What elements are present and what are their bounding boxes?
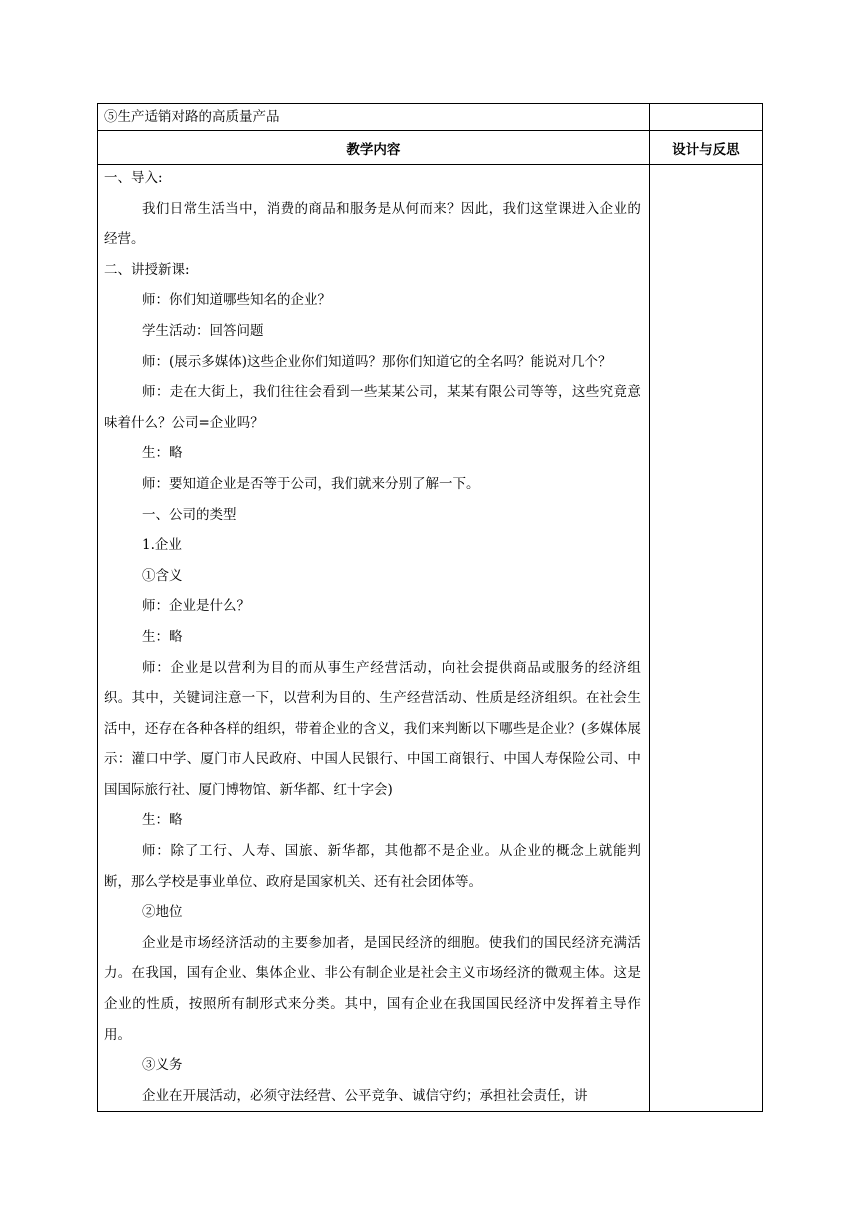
top-cell: [98, 104, 650, 131]
subsection-heading: ①含义: [142, 567, 183, 584]
header-row: [98, 131, 763, 165]
top-side-cell: [649, 104, 762, 131]
table-row: [98, 104, 763, 131]
subsection-heading: 1.企业: [142, 537, 182, 554]
subsection-heading: 一、公司的类型: [142, 506, 237, 523]
paragraph: 师：(展示多媒体)这些企业你们知道吗？那你们知道它的全名吗？能说对几个？: [142, 353, 612, 370]
subsection-heading: ②地位: [142, 904, 183, 921]
paragraph: 学生活动：回答问题: [142, 322, 264, 339]
paragraph: 师：要知道企业是否等于公司，我们就来分别了解一下。: [142, 475, 480, 492]
subsection-heading: ③义务: [142, 1057, 183, 1074]
paragraph: 师：你们知道哪些知名的企业？: [142, 292, 331, 309]
paragraph: 师：企业是什么？: [142, 598, 250, 615]
teaching-content: [98, 163, 649, 1111]
paragraph: 师：走在大街上，我们往往会看到一些某某公司，某某有限公司等等，这些究竟意味着什么？公司=企业吗？: [104, 384, 641, 431]
section-heading: 二、讲授新课:: [104, 261, 190, 278]
paragraph: 企业在开展活动，必须守法经营、公平竞争、诚信守约；承担社会责任，讲: [142, 1087, 588, 1104]
table-row: [98, 165, 763, 1112]
header-cell-design: [649, 131, 762, 165]
paragraph: 生：略: [142, 812, 183, 829]
teaching-content-cell: [98, 165, 650, 1112]
header-teaching-content: 教学内容: [346, 141, 401, 158]
paragraph: 师：企业是以营利为目的而从事生产经营活动，向社会提供商品或服务的经济组织。其中，关键词注意一下，以营利为目的、生产经营活动、性质是经济组织。在社会生活中，还存在各种各样的组织，带着企业的含义，我们来判断以下哪些是企业？(多媒体展示：灌口中学、厦门市人民政府、中国人民银行、中国工商银行、中国人寿保险公司、中国国际旅行社、厦门博物馆、新华都、红十字会): [104, 659, 641, 798]
section-heading: 一、导入:: [104, 170, 163, 186]
paragraph: 我们日常生活当中，消费的商品和服务是从何而来？因此，我们这堂课进入企业的经营。: [104, 200, 641, 248]
paragraph: 师：除了工行、人寿、国旅、新华都，其他都不是企业。从企业的概念上就能判断，那么学校是事业单位、政府是国家机关、还有社会团体等。: [104, 843, 641, 890]
top-row-text: ⑤生产适销对路的高质量产品: [104, 109, 280, 125]
paragraph: 生：略: [142, 445, 183, 462]
lesson-plan-table: [97, 103, 763, 1112]
paragraph: 生：略: [142, 628, 183, 645]
header-design-reflection: 设计与反思: [672, 141, 740, 158]
header-cell-content: [98, 131, 650, 165]
paragraph: 企业是市场经济活动的主要参加者，是国民经济的细胞。使我们的国民经济充满活力。在我国，国有企业、集体企业、非公有制企业是社会主义市场经济的微观主体。这是企业的性质，按照所有制形式来分类。其中，国有企业在我国国民经济中发挥着主导作用。: [104, 934, 641, 1043]
design-reflection-cell: [649, 165, 762, 1112]
